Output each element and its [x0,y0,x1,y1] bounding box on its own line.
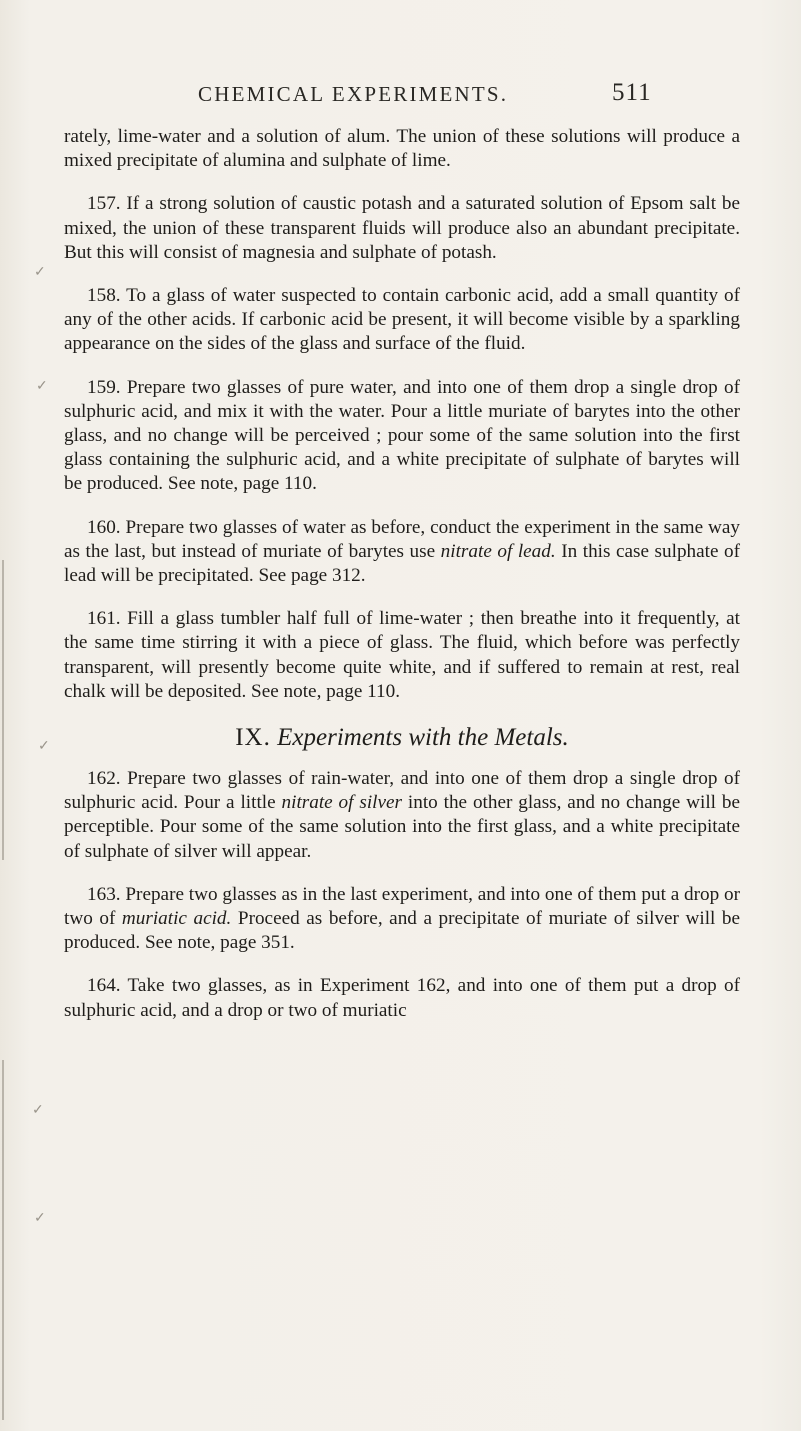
italic-term: muriatic acid. [121,908,232,930]
paragraph-160 [64,516,740,589]
paragraph-text: 159. Prepare two glasses of pure water, and into one of them drop a single drop of sulphuric acid, and mix it with the water. Pour a little muriate of barytes into the other glass, and no change will be perceived ; pour some of the same solution into the first glass containing the sulphuric acid, and a white precipitate of sulphate of barytes will be produced. See note, page 110. [64,376,740,495]
paragraph-text: 161. Fill a glass tumbler half full of lime-water ; then breathe into it frequently, at the same time stirring it with a piece of glass. The fluid, which before was perfectly transparent, will presently become quite white, and if suffered to remain at rest, real chalk will be deposited. See note, page 110. [64,608,740,702]
paragraph-text: 162. Prepare two glasses of rain-water, and into one of them drop a single drop of sulphuric acid. Pour a little [64,768,740,814]
gutter-shadow [2,1060,4,1420]
page-header [0,79,801,112]
page-body [64,125,740,1042]
section-number: IX. [235,724,271,752]
paragraph-158 [64,284,740,357]
paragraph-text: 160. Prepare two glasses of water as before, conduct the experiment in the same way as the last, but instead of muriate of barytes use [64,516,740,562]
italic-term: nitrate of lead. [440,540,556,562]
paragraph-text: 158. To a glass of water suspected to contain carbonic acid, add a small quantity of any of the other acids. If carbonic acid be present, it will become visible by a sparkling appearance on the sides of the glass and surface of the fluid. [64,285,740,355]
italic-term: nitrate of silver [281,792,402,814]
paragraph-163 [64,883,740,956]
paragraph-161 [64,607,740,704]
margin-check-mark: ✓ [34,265,46,280]
paragraph-text: In this case sulphate of lead will be precipitated. See page 312. [64,540,741,587]
section-title: Experiments with the Metals. [277,724,569,752]
paragraph-text: 157. If a strong solution of caustic potash and a saturated solution of Epsom salt be mixed, the union of these transparent fluids will produce also an abundant precipitate. But this will consist of magnesia and sulphate of potash. [64,193,740,263]
paragraph-text: 164. Take two glasses, as in Experiment 162, and into one of them put a drop of sulphuric acid, and a drop or two of muriatic [64,975,740,1021]
paragraph-162 [64,767,740,864]
running-title: CHEMICAL EXPERIMENTS. [198,82,509,106]
page-number: 511 [612,79,652,106]
paragraph-continuation [64,125,740,173]
paragraph-text: rately, lime-water and a solution of alum. The union of these solutions will produce a mixed precipitate of alumina and sulphate of lime. [64,126,740,172]
margin-check-mark: ✓ [38,739,50,754]
paragraph-159 [64,376,740,497]
paragraph-164 [64,974,740,1022]
paragraph-text: into the other glass, and no change will be perceptible. Pour some of the same solution into the first glass, and a white precipitate of sulphate of silver will appear. [64,792,741,862]
gutter-shadow [2,560,4,860]
margin-check-mark: ✓ [34,1211,46,1226]
paragraph-text: 163. Prepare two glasses as in the last experiment, and into one of them put a drop or two of [64,883,740,930]
margin-check-mark: ✓ [32,1103,44,1118]
section-heading [64,723,740,753]
margin-check-mark: ✓ [36,379,48,394]
paragraph-157 [64,192,740,265]
paragraph-text: Proceed as before, and a precipitate of muriate of silver will be produced. See note, page 351. [64,908,741,954]
